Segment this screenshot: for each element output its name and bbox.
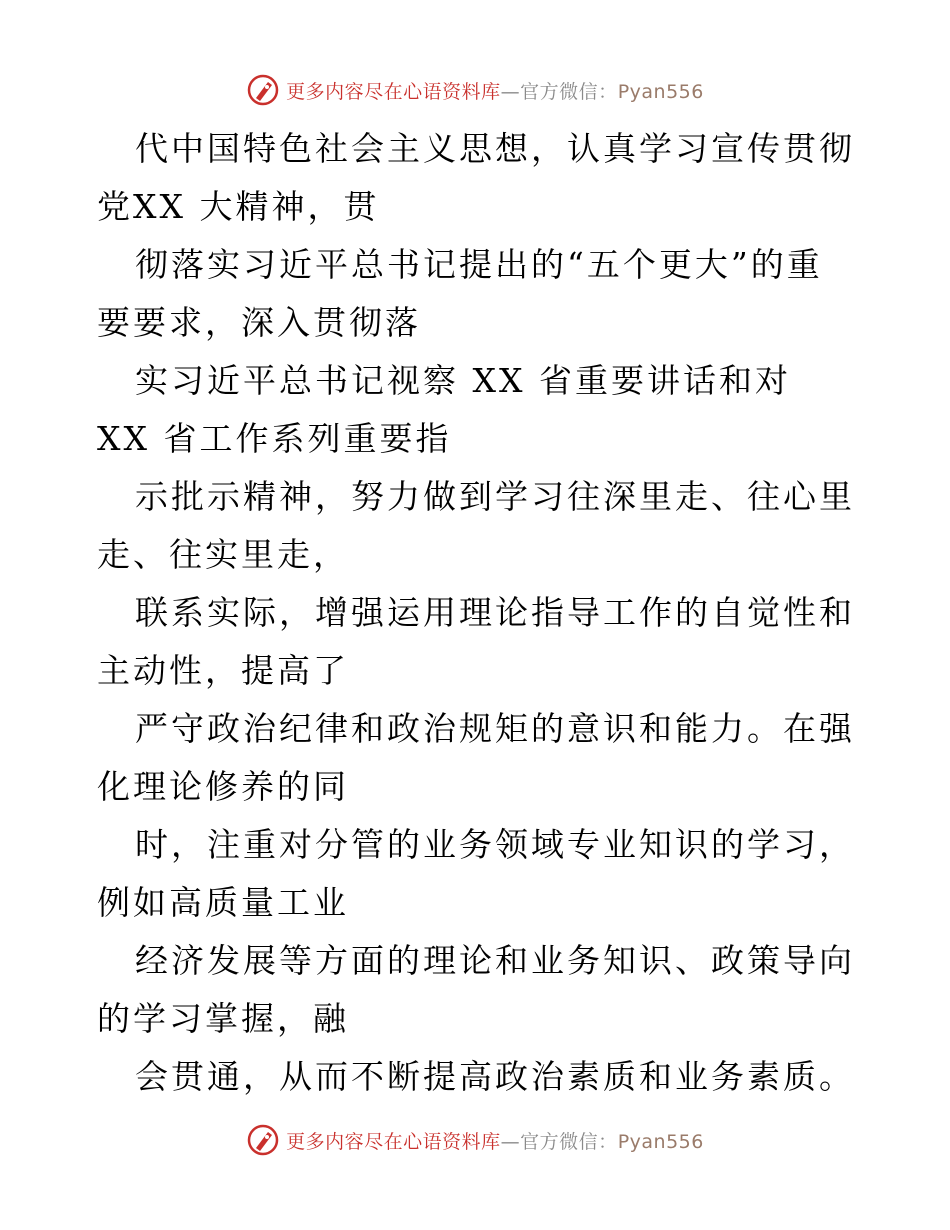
body-paragraph: 代中国特色社会主义思想，认真学习宣传贯彻党XX 大精神，贯 [97,129,855,226]
body-paragraph: 严守政治纪律和政治规矩的意识和能力。在强化理论修养的同 [97,709,855,806]
body-paragraph: 彻落实习近平总书记提出的“五个更大”的重要要求，深入贯彻落 [97,245,823,342]
pen-nib-icon [246,73,280,107]
body-paragraph: 时，注重对分管的业务领域专业知识的学习，例如高质量工业 [97,825,855,922]
body-paragraph: 经济发展等方面的理论和业务知识、政策导向的学习掌握，融 [97,941,855,1038]
watermark-separator: — [500,80,521,103]
watermark-wechat-label: 官方微信： [520,80,618,103]
body-paragraph: 联系实际，增强运用理论指导工作的自觉性和主动性，提高了 [97,593,855,690]
watermark-wechat-handle: Pyan556 [617,1130,704,1153]
pen-nib-icon [246,1123,280,1157]
footer-watermark [0,1120,950,1160]
header-watermark [0,70,950,110]
watermark-wechat-handle: Pyan556 [617,80,704,103]
watermark-wechat-label: 官方微信： [520,1130,618,1153]
document-body [97,120,857,1106]
body-paragraph: 示批示精神，努力做到学习往深里走、往心里走、往实里走， [97,477,855,574]
body-paragraph: 实习近平总书记视察 XX 省重要讲话和对 XX 省工作系列重要指 [97,361,805,458]
watermark-text [286,1127,704,1154]
watermark-separator: — [500,1130,521,1153]
watermark-site-text: 更多内容尽在心语资料库 [286,80,501,103]
watermark-site-text: 更多内容尽在心语资料库 [286,1130,501,1153]
body-paragraph: 会贯通，从而不断提高政治素质和业务素质。 [135,1057,855,1096]
watermark-text [286,77,704,104]
